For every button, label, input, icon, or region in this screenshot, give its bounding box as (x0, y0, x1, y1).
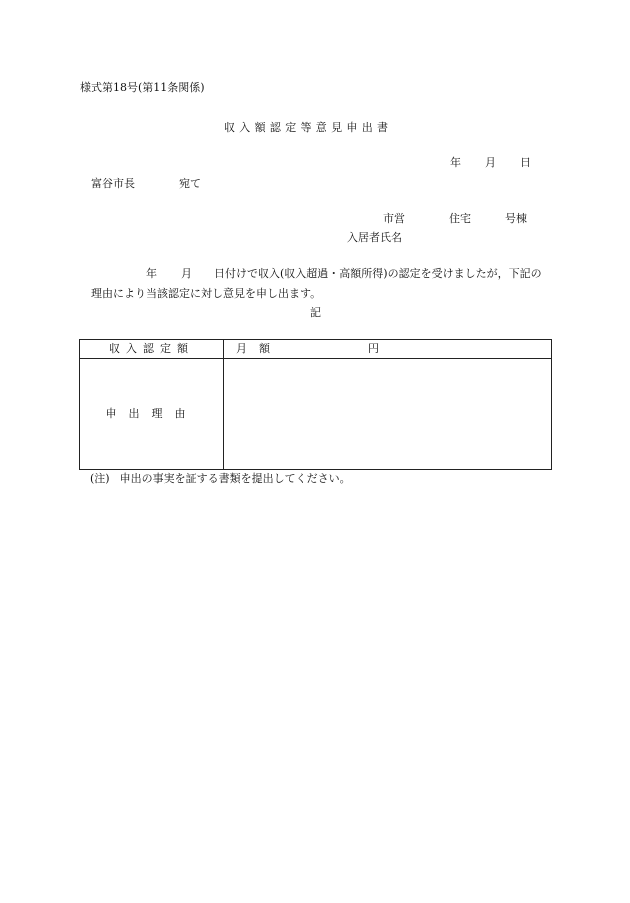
body-line-1 (146, 267, 542, 280)
recognized-income-label: 収入認定額 (80, 340, 224, 359)
date-line (450, 156, 531, 169)
reason-label: 申出理由 (80, 359, 224, 470)
form-number: 様式第18号(第11条関係) (80, 81, 205, 94)
housing-suffix: 号棟 (505, 212, 527, 225)
body-year-label: 年 (146, 267, 157, 280)
body-line-2: 理由により当該認定に対し意見を申し出ます。 (91, 287, 322, 300)
monthly-amount-cell (224, 340, 552, 359)
addressee-suffix: 宛て (179, 177, 201, 190)
note-marker: (注) (90, 472, 110, 485)
table-row (80, 359, 552, 470)
mayor-label: 富谷市長 (91, 177, 135, 190)
ki-heading: 記 (310, 306, 321, 319)
monthly-label: 月額 (236, 342, 282, 356)
date-month-label: 月 (485, 156, 496, 169)
body-month-label: 月 (181, 267, 192, 280)
housing-address-line (383, 212, 527, 225)
yen-label: 円 (368, 342, 379, 356)
resident-name-label: 入居者氏名 (347, 231, 402, 244)
reason-field (224, 359, 552, 470)
housing-mid: 住宅 (449, 212, 471, 225)
body-line-1-text: 日付けで収入(収入超過・高額所得)の認定を受けましたが，下記の (214, 267, 542, 280)
housing-prefix: 市営 (383, 212, 405, 225)
date-day-label: 日 (520, 156, 531, 169)
table-row (80, 340, 552, 359)
date-year-label: 年 (450, 156, 461, 169)
footnote (90, 472, 351, 485)
note-text: 申出の事実を証する書類を提出してください。 (119, 472, 351, 485)
document-title: 収入額認定等意見申出書 (224, 121, 393, 134)
addressee (91, 177, 201, 190)
income-recognition-table (79, 339, 552, 470)
